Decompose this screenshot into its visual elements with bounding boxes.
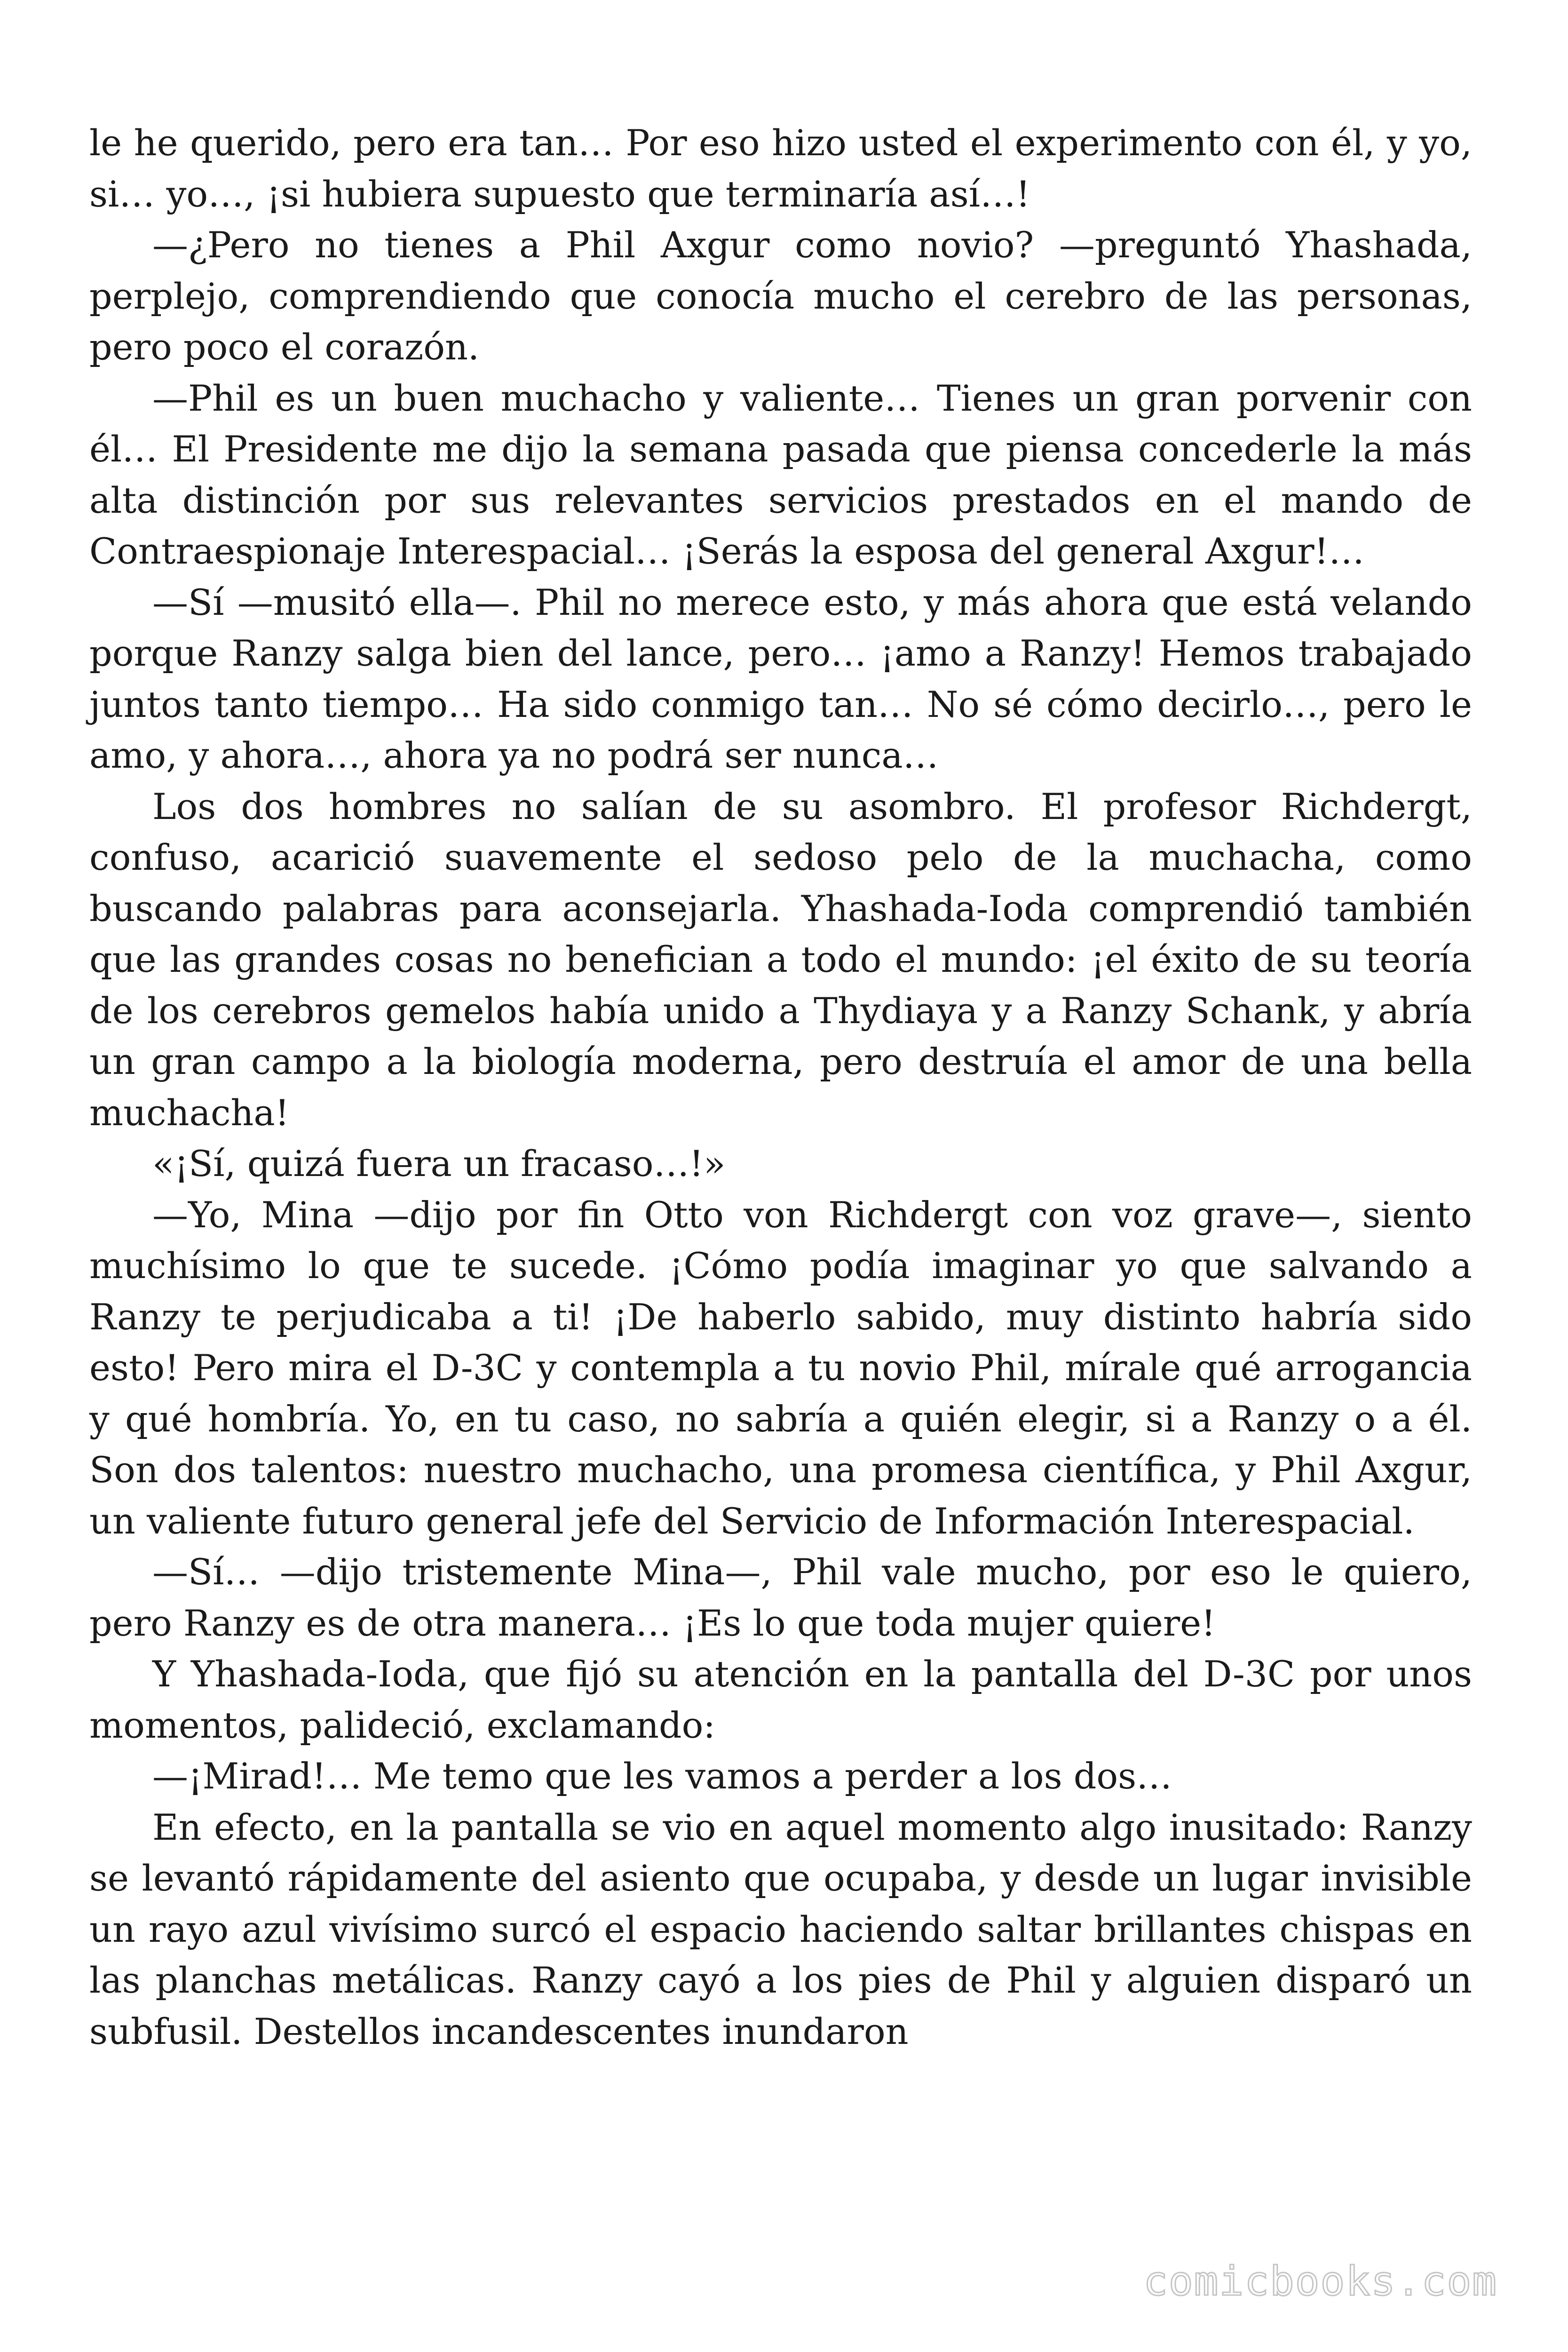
paragraph: —Sí —musitó ella—. Phil no merece esto, y más ahora que está velando porque Ranzy salga bien del lance, pero… ¡amo a Ranzy! Hemos trabajado juntos tanto tiempo… Ha sido conmigo tan… No sé cómo decirlo…, pero le amo, y ahora…, ahora ya no podrá ser nunca… bbox=[89, 581, 1472, 776]
paragraph: Los dos hombres no salían de su asombro. El profesor Richdergt, confuso, acarició suavemente el sedoso pelo de la muchacha, como buscando palabras para aconsejarla. Yhashada-Ioda comprendió también que las grandes cosas no benefician a todo el mundo: ¡el éxito de su teoría de los cerebros gemelos había unido a Thydiaya y a Ranzy Schank, y abría un gran campo a la biología moderna, pero destruía el amor de una bella muchacha! bbox=[89, 785, 1472, 1134]
paragraph: —Yo, Mina —dijo por fin Otto von Richdergt con voz grave—, siento muchísimo lo que te sucede. ¡Cómo podía imaginar yo que salvando a Ranzy te perjudicaba a ti! ¡De haberlo sabido, muy distinto habría sido esto! Pero mira el D-3C y contempla a tu novio Phil, mírale qué arrogancia y qué hombría. Yo, en tu caso, no sabría a quién elegir, si a Ranzy o a él. Son dos talentos: nuestro muchacho, una promesa científica, y Phil Axgur, un valiente futuro general jefe del Servicio de Información Interespacial. bbox=[89, 1193, 1472, 1542]
paragraph: En efecto, en la pantalla se vio en aquel momento algo inusitado: Ranzy se levantó rápidamente del asiento que ocupaba, y desde un lugar invisible un rayo azul vivísimo surcó el espacio haciendo saltar brillantes chispas en las planchas metálicas. Ranzy cayó a los pies de Phil y alguien disparó un subfusil. Destellos incandescentes inundaron bbox=[89, 1806, 1472, 2052]
page-body-text bbox=[89, 118, 1472, 2057]
paragraph: Y Yhashada-Ioda, que fijó su atención en la pantalla del D-3C por unos momentos, palideció, exclamando: bbox=[89, 1653, 1472, 1746]
paragraph: —¿Pero no tienes a Phil Axgur como novio? —preguntó Yhashada, perplejo, comprendiendo que conocía mucho el cerebro de las personas, pero poco el corazón. bbox=[89, 224, 1472, 368]
paragraph: le he querido, pero era tan… Por eso hizo usted el experimento con él, y yo, si… yo…, ¡si hubiera supuesto que terminaría así…! bbox=[89, 122, 1472, 215]
watermark: comicbooks.com bbox=[1143, 2258, 1497, 2305]
paragraph: «¡Sí, quizá fuera un fracaso…!» bbox=[152, 1143, 726, 1184]
paragraph: —Phil es un buen muchacho y valiente… Tienes un gran porvenir con él… El Presidente me dijo la semana pasada que piensa concederle la más alta distinción por sus relevantes servicios prestados en el mando de Contraespionaje Interespacial… ¡Serás la esposa del general Axgur!… bbox=[89, 377, 1472, 572]
paragraph: —Sí… —dijo tristemente Mina—, Phil vale mucho, por eso le quiero, pero Ranzy es de otra manera… ¡Es lo que toda mujer quiere! bbox=[89, 1551, 1472, 1644]
paragraph: —¡Mirad!… Me temo que les vamos a perder a los dos… bbox=[152, 1755, 1172, 1797]
